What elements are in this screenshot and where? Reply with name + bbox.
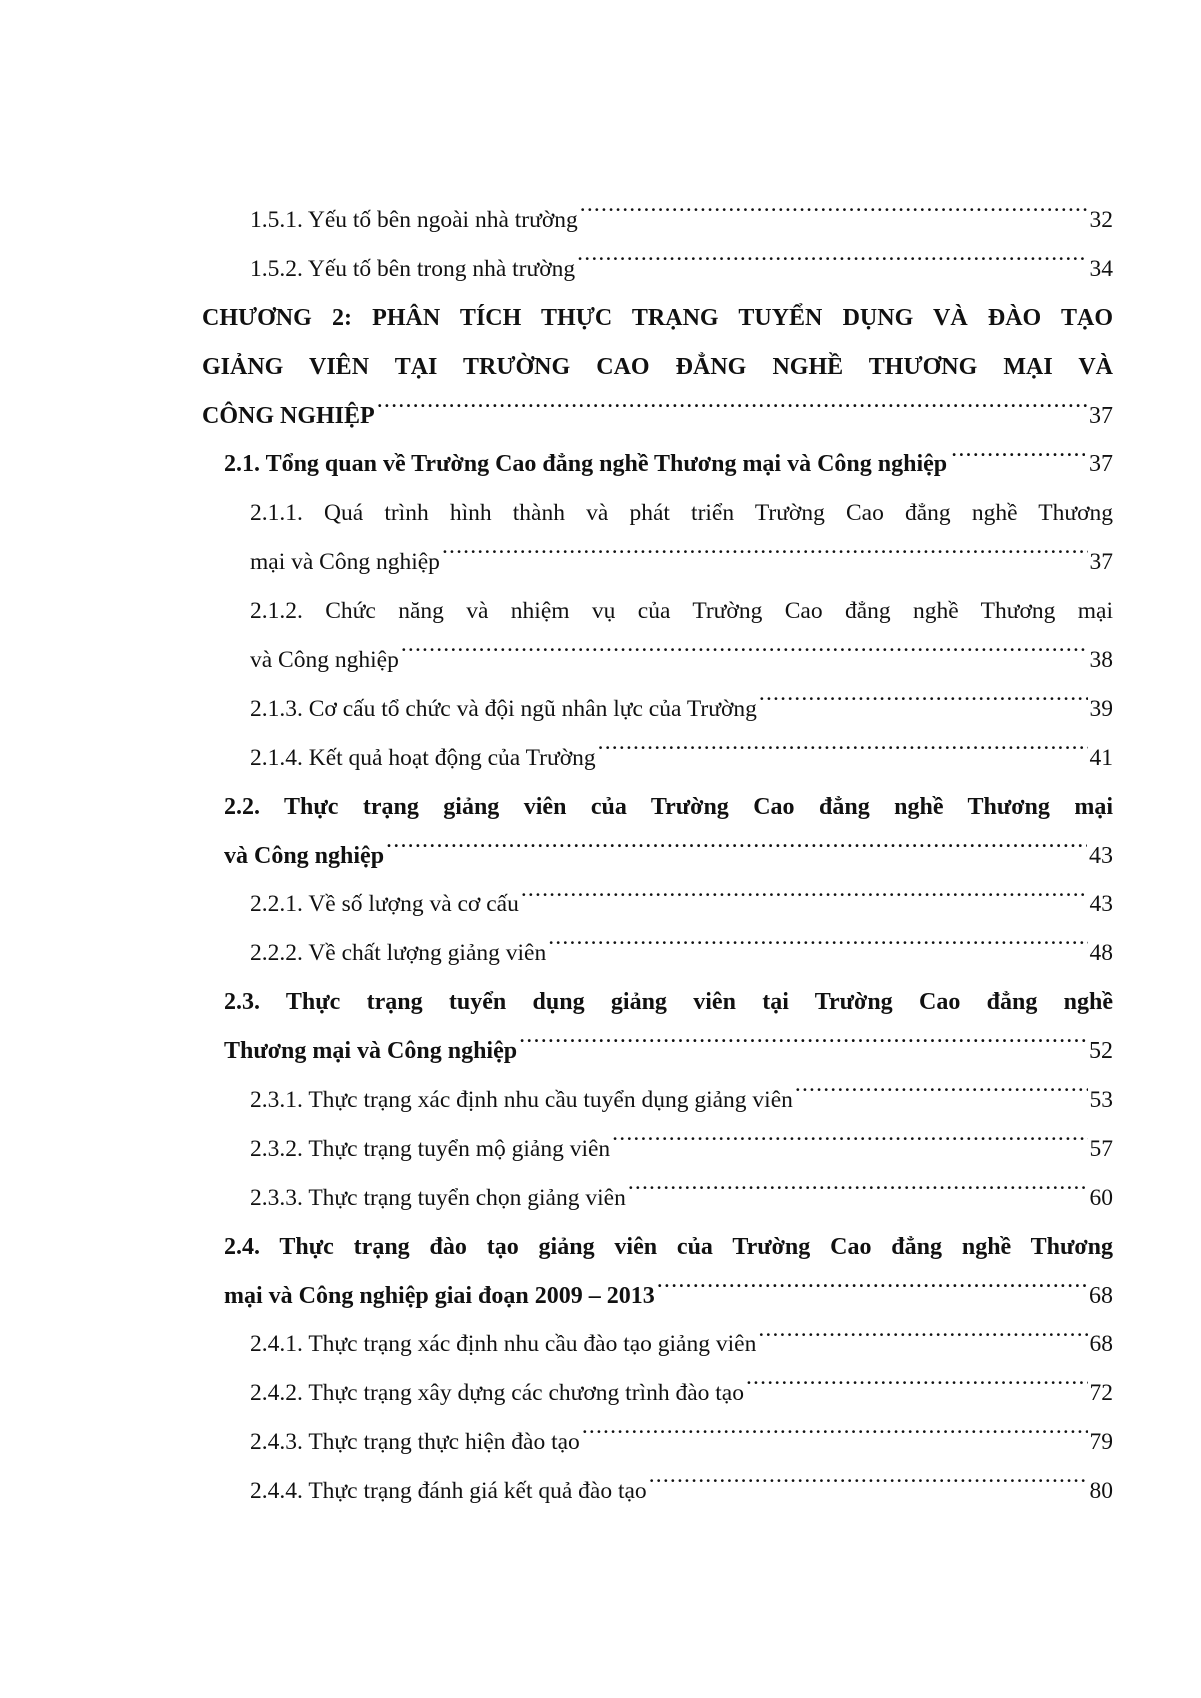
toc-entry-title: 1.5.2. Yếu tố bên trong nhà trường xyxy=(250,255,576,282)
toc-line xyxy=(250,1418,1113,1467)
toc-line xyxy=(250,929,1113,978)
toc-entry xyxy=(202,1369,1113,1418)
toc-entry xyxy=(202,832,1113,881)
toc-entry xyxy=(202,1125,1113,1174)
toc-entry-title: 2.1.4. Kết quả hoạt động của Trường xyxy=(250,744,596,771)
toc-page-number: 37 xyxy=(1089,402,1113,429)
toc-entry-title: 2.1.3. Cơ cấu tổ chức và đội ngũ nhân lực của Trường xyxy=(250,695,757,722)
toc-entry xyxy=(202,245,1113,294)
toc-leader-dots xyxy=(580,204,1088,228)
toc-entry-title: 2.2.2. Về chất lượng giảng viên xyxy=(250,940,547,967)
toc-entry-title: 2.4.1. Thực trạng xác định nhu cầu đào tạo giảng viên xyxy=(250,1331,757,1358)
toc-page-number: 34 xyxy=(1089,255,1113,282)
toc-leader-dots xyxy=(377,399,1087,423)
toc-page-number: 38 xyxy=(1089,647,1113,674)
toc-line xyxy=(250,1125,1113,1174)
toc-entry-title: 2.3.3. Thực trạng tuyển chọn giảng viên xyxy=(250,1184,626,1211)
toc-chapter-line xyxy=(202,392,1113,441)
toc-entry xyxy=(202,1418,1113,1467)
toc-line xyxy=(250,1076,1113,1125)
toc-page-number: 60 xyxy=(1089,1184,1113,1211)
toc-line xyxy=(250,880,1113,929)
toc-line xyxy=(250,1320,1113,1369)
toc-leader-dots xyxy=(401,644,1088,668)
toc-line xyxy=(250,1174,1113,1223)
toc-entry-title: 2.1. Tổng quan về Trường Cao đẳng nghề Thương mại và Công nghiệp xyxy=(224,451,948,478)
toc-entry-title: và Công nghiệp xyxy=(224,842,385,869)
toc-entry xyxy=(202,1174,1113,1223)
toc-leader-dots xyxy=(628,1181,1088,1205)
toc-page-number: 39 xyxy=(1089,695,1113,722)
toc-entry-title: mại và Công nghiệp xyxy=(250,549,440,576)
toc-page-number: 80 xyxy=(1089,1478,1113,1505)
toc-entry-title-line: 2.3. Thực trạng tuyển dụng giảng viên tại Trường Cao đẳng nghề xyxy=(224,989,1113,1016)
toc-entry xyxy=(202,978,1113,1027)
toc-entry xyxy=(202,929,1113,978)
toc-chapter-line xyxy=(202,294,1113,343)
toc-page-number: 68 xyxy=(1089,1331,1113,1358)
toc-page-number: 37 xyxy=(1089,549,1113,576)
toc-entry-title-line: GIẢNG VIÊN TẠI TRƯỜNG CAO ĐẲNG NGHỀ THƯƠNG MẠI VÀ xyxy=(202,353,1113,380)
toc-entry-title: và Công nghiệp xyxy=(250,647,399,674)
toc-page-number: 53 xyxy=(1089,1087,1113,1114)
toc-line xyxy=(224,440,1113,489)
toc-leader-dots xyxy=(612,1132,1087,1156)
toc-leader-dots xyxy=(759,692,1088,716)
toc-leader-dots xyxy=(758,1328,1087,1352)
toc-entry-title: 2.3.1. Thực trạng xác định nhu cầu tuyển dụng giảng viên xyxy=(250,1087,793,1114)
toc-line xyxy=(202,392,1113,441)
toc-page-number: 72 xyxy=(1089,1380,1113,1407)
toc-page-number: 68 xyxy=(1089,1282,1113,1309)
toc-line xyxy=(250,685,1113,734)
toc-line xyxy=(250,1467,1113,1516)
toc-page-number: 37 xyxy=(1089,451,1113,478)
toc-entry-title-line: 2.2. Thực trạng giảng viên của Trường Cao đẳng nghề Thương mại xyxy=(224,793,1113,820)
toc-page-number: 43 xyxy=(1089,891,1113,918)
toc-page-number: 41 xyxy=(1089,744,1113,771)
toc-entry-title: Thương mại và Công nghiệp xyxy=(224,1038,518,1065)
toc-leader-dots xyxy=(519,1034,1087,1058)
toc-page-number: 32 xyxy=(1089,207,1113,233)
toc-entry xyxy=(202,636,1113,685)
toc-entry-title: 2.4.2. Thực trạng xây dựng các chương trình đào tạo xyxy=(250,1380,744,1407)
toc-entry-title: 2.4.4. Thực trạng đánh giá kết quả đào tạo xyxy=(250,1478,647,1505)
toc-line xyxy=(250,636,1113,685)
toc-page-number: 57 xyxy=(1089,1135,1113,1162)
toc-leader-dots xyxy=(746,1377,1088,1401)
toc-leader-dots xyxy=(649,1475,1088,1499)
toc-page-number: 43 xyxy=(1089,842,1113,869)
toc-line xyxy=(250,734,1113,783)
toc-entry-title: mại và Công nghiệp giai đoạn 2009 – 2013 xyxy=(224,1282,655,1309)
toc-entry-title: CÔNG NGHIỆP xyxy=(202,402,375,429)
toc-entry xyxy=(202,1223,1113,1272)
toc-chapter-line xyxy=(202,343,1113,392)
toc-entry xyxy=(202,538,1113,587)
toc-leader-dots xyxy=(442,546,1088,570)
toc-leader-dots xyxy=(577,252,1087,276)
toc-leader-dots xyxy=(795,1084,1088,1108)
toc-entry xyxy=(202,196,1113,245)
toc-entry-title-line: CHƯƠNG 2: PHÂN TÍCH THỰC TRẠNG TUYỂN DỤNG VÀ ĐÀO TẠO xyxy=(202,304,1113,331)
toc-line xyxy=(250,538,1113,587)
toc-leader-dots xyxy=(951,447,1085,471)
toc-entry xyxy=(202,880,1113,929)
toc-line xyxy=(250,196,1113,245)
toc-entry xyxy=(202,440,1113,489)
toc-entry xyxy=(202,489,1113,538)
toc-entry xyxy=(202,685,1113,734)
toc-entry xyxy=(202,1320,1113,1369)
toc-leader-dots xyxy=(657,1279,1087,1303)
toc-entry-title: 2.2.1. Về số lượng và cơ cấu xyxy=(250,891,519,918)
toc-entry-title: 2.3.2. Thực trạng tuyển mộ giảng viên xyxy=(250,1135,611,1162)
toc-entry-title: 2.4.3. Thực trạng thực hiện đào tạo xyxy=(250,1429,580,1456)
toc-line xyxy=(224,1027,1113,1076)
toc-line xyxy=(250,245,1113,294)
toc-leader-dots xyxy=(521,888,1088,912)
toc-line xyxy=(224,832,1113,881)
toc-leader-dots xyxy=(548,937,1087,961)
toc-leader-dots xyxy=(386,839,1087,863)
toc-entry-title: 1.5.1. Yếu tố bên ngoài nhà trường xyxy=(250,207,578,233)
toc-page-number: 52 xyxy=(1089,1038,1113,1065)
toc-entry xyxy=(202,734,1113,783)
toc-page-number: 48 xyxy=(1089,940,1113,967)
toc-line xyxy=(224,1272,1113,1321)
toc-entry xyxy=(202,783,1113,832)
toc-leader-dots xyxy=(598,741,1088,765)
toc-entry xyxy=(202,1027,1113,1076)
toc-entry xyxy=(202,1272,1113,1321)
toc-line xyxy=(250,1369,1113,1418)
toc-entry-title-line: 2.1.1. Quá trình hình thành và phát triển Trường Cao đẳng nghề Thương xyxy=(250,500,1113,527)
toc-leader-dots xyxy=(582,1426,1088,1450)
toc-entry xyxy=(202,1467,1113,1516)
toc-page-number: 79 xyxy=(1089,1429,1113,1456)
toc-entry xyxy=(202,1076,1113,1125)
table-of-contents xyxy=(202,196,1113,1516)
toc-entry xyxy=(202,587,1113,636)
toc-entry-title-line: 2.1.2. Chức năng và nhiệm vụ của Trường Cao đẳng nghề Thương mại xyxy=(250,598,1113,625)
toc-entry-title-line: 2.4. Thực trạng đào tạo giảng viên của Trường Cao đẳng nghề Thương xyxy=(224,1233,1113,1260)
